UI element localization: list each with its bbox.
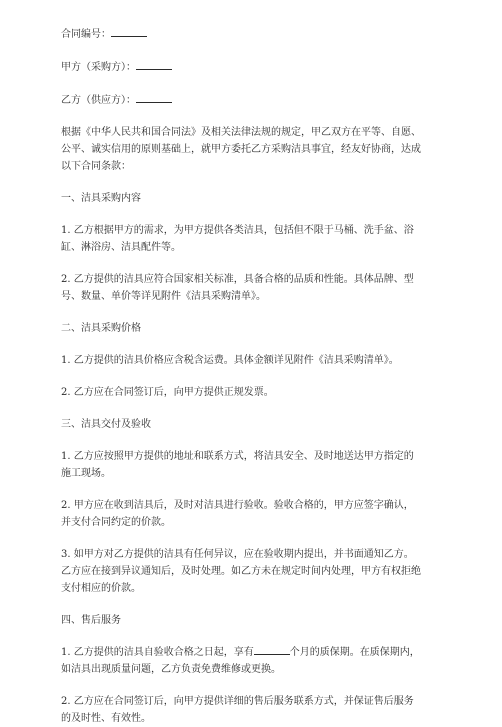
clause-line: 乙方应在接到异议通知后，及时处理。如乙方未在规定时间内处理，甲方有权拒绝 (61, 566, 421, 577)
intro-line: 根据《中华人民共和国合同法》及相关法律法规的规定，甲乙双方在平等、自愿、 (61, 127, 421, 138)
clause (61, 222, 443, 256)
contract-number-label: 合同编号： (61, 29, 111, 40)
clause-line (61, 644, 443, 661)
clause-line: 2. 乙方提供的洁具应符合国家相关标准，具备合格的品质和性能。具体品牌、型 (61, 274, 414, 285)
party-b-label: 乙方（供应方）： (61, 95, 136, 106)
clause (61, 352, 443, 369)
section-heading: 四、售后服务 (61, 615, 121, 626)
clause-line: 缸、淋浴房、洁具配件等。 (61, 242, 181, 253)
intro-line: 公平、诚实信用的原则基础上，就甲方委托乙方采购洁具事宜，经友好协商，达成 (61, 144, 421, 155)
section-heading: 一、洁具采购内容 (61, 193, 141, 204)
party-a-line (61, 59, 443, 76)
clause-line: 号、数量、单价等详见附件《洁具采购清单》。 (61, 291, 266, 302)
clause-line: 3. 如甲方对乙方提供的洁具有任何异议，应在验收期内提出，并书面通知乙方。 (61, 549, 414, 560)
clause (61, 384, 443, 401)
clause-line: 2. 乙方应在合同签订后，向甲方提供详细的售后服务联系方式，并保证售后服务 (61, 696, 414, 707)
party-a-blank (136, 59, 172, 70)
clause-line: 施工现场。 (61, 468, 111, 479)
clause (61, 497, 443, 531)
clause-text: 个月的质保期。在质保期内， (289, 647, 420, 658)
intro-line: 以下合同条款： (61, 161, 131, 172)
intro-paragraph (61, 124, 443, 175)
contract-number-blank (111, 26, 147, 37)
clause-line: 的及时性、有效性。 (61, 713, 151, 724)
party-b-line (61, 92, 443, 109)
clause-line: 如洁具出现质量问题，乙方负责免费维修或更换。 (61, 664, 281, 675)
clause (61, 271, 443, 305)
section-heading: 二、洁具采购价格 (61, 323, 141, 334)
clause (61, 448, 443, 482)
warranty-months-blank (254, 644, 290, 655)
clause-line: 2. 甲方应在收到洁具后，及时对洁具进行验收。验收合格的，甲方应签字确认， (61, 500, 414, 511)
section-heading: 三、洁具交付及验收 (61, 419, 151, 430)
clause (61, 693, 443, 727)
clause (61, 546, 443, 597)
contract-number-line (61, 26, 443, 43)
contract-document (61, 26, 443, 727)
party-b-blank (136, 92, 172, 103)
clause-line: 2. 乙方应在合同签订后，向甲方提供正规发票。 (61, 387, 274, 398)
clause-line: 1. 乙方应按照甲方提供的地址和联系方式，将洁具安全、及时地送达甲方指定的 (61, 451, 414, 462)
clause-line: 1. 乙方提供的洁具价格应含税含运费。具体金额详见附件《洁具采购清单》。 (61, 355, 399, 366)
party-a-label: 甲方（采购方）： (61, 62, 136, 73)
clause-text: 1. 乙方提供的洁具自验收合格之日起，享有 (61, 647, 254, 658)
clause-line: 并支付合同约定的价款。 (61, 517, 171, 528)
clause-line: 支付相应的价款。 (61, 583, 141, 594)
clause-line: 1. 乙方根据甲方的需求，为甲方提供各类洁具，包括但不限于马桶、洗手盆、浴 (61, 225, 414, 236)
clause (61, 644, 443, 678)
